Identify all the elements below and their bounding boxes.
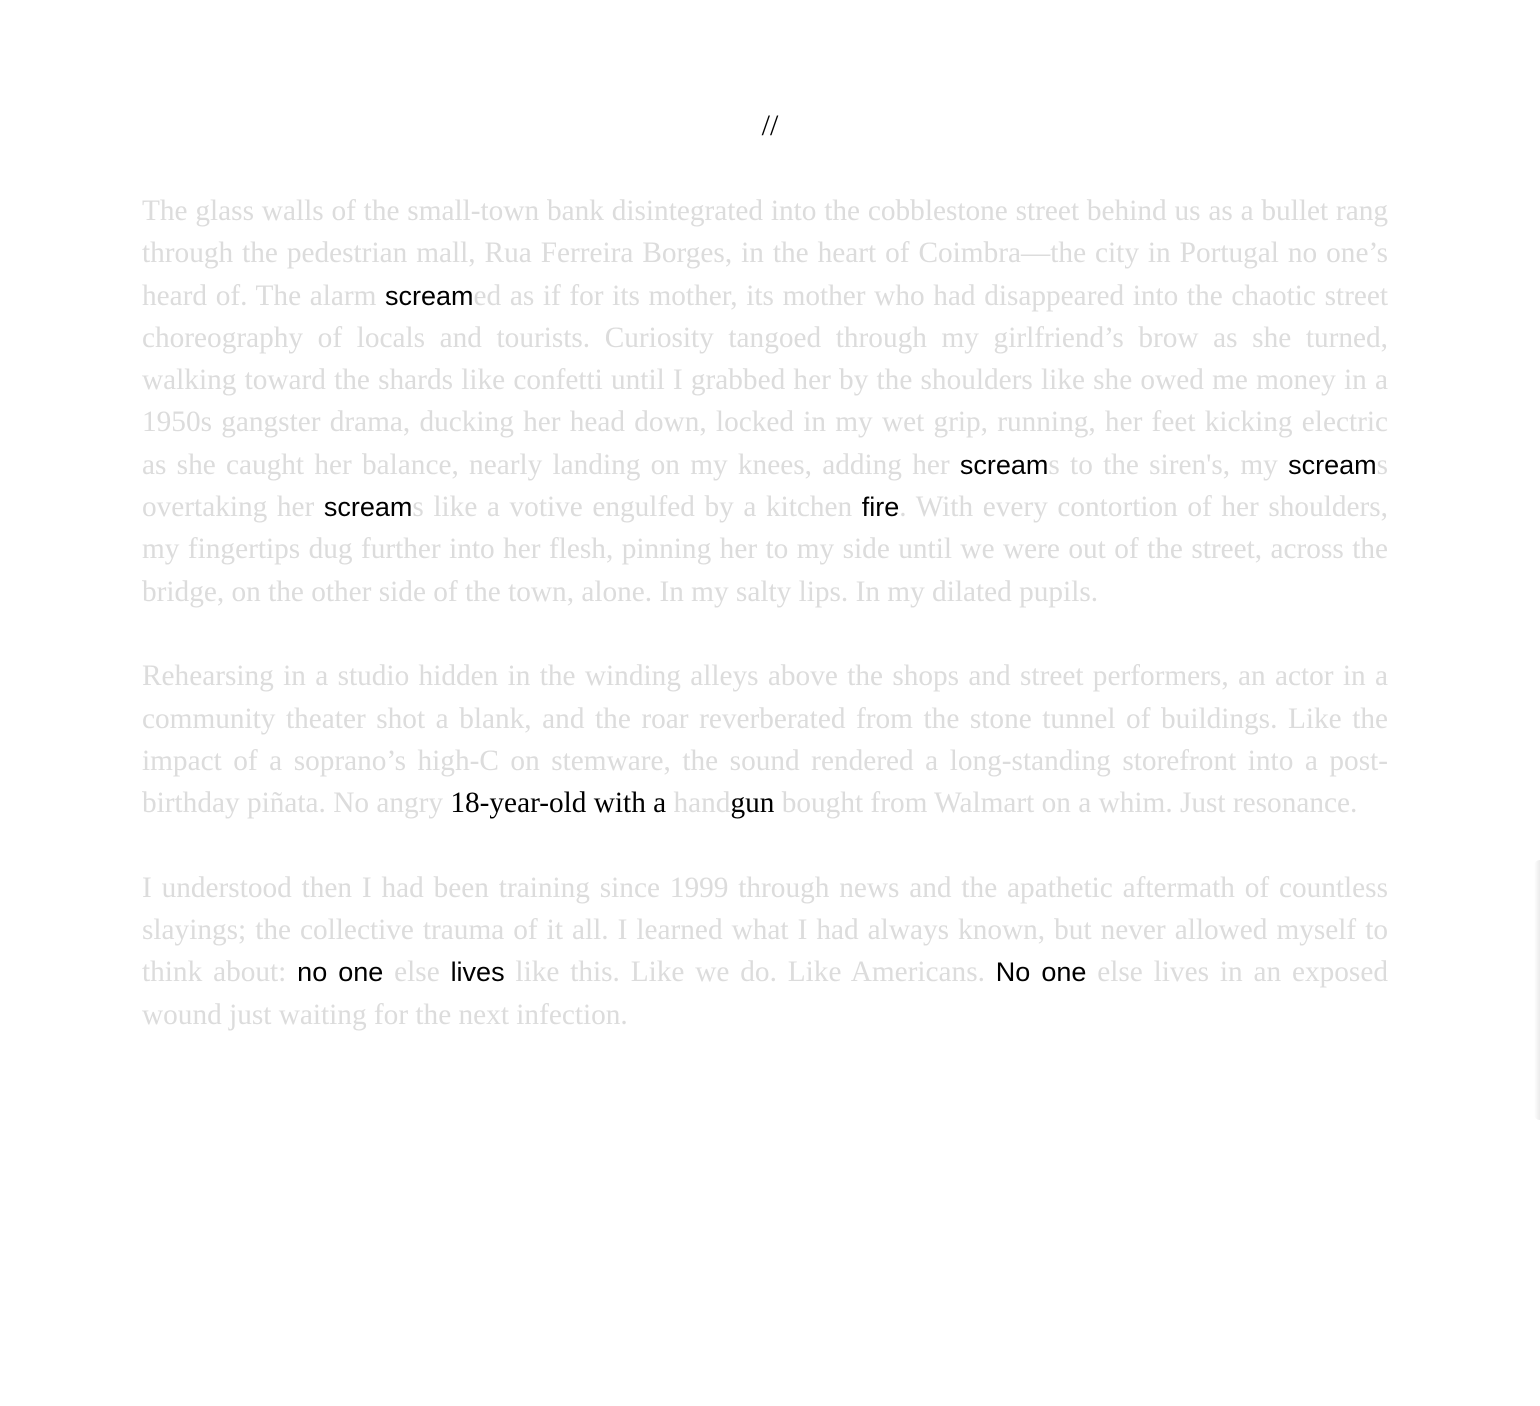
- essay-body: [142, 190, 1388, 1078]
- essay-paragraph: [142, 867, 1388, 1036]
- faded-text: else: [383, 956, 451, 989]
- highlighted-word: scream: [959, 449, 1049, 480]
- faded-text: Rehearsing in a studio hidden in the winding alleys above the shops and street performers, an actor in a community theater shot a blank, and the roar reverberated from the stone tunnel of buildings. Like the impact of a soprano’s high-C on stemware, the sound rendered a long-standing storefront into a post-birthday piñata. No angry: [142, 660, 1388, 820]
- faded-text: ed as if for its mother, its mother who had disappeared into the chaotic street choreography of locals and tourists. Curiosity tangoed through my girlfriend’s brow as she turned, walking toward the shards like confetti until I grabbed her by the shoulders like she owed me money in a 1950s gangster drama, ducking her head down, locked in my wet grip, running, her feet kicking electric as she caught her balance, nearly landing on my knees, adding her: [142, 279, 1389, 481]
- highlighted-word: scream: [385, 280, 474, 311]
- essay-paragraph: [142, 190, 1388, 613]
- highlighted-word: no one: [297, 957, 384, 988]
- faded-text: else lives in an exposed wound just waiting for the next infection.: [142, 956, 1388, 1031]
- page-edge-shadow: [1534, 860, 1540, 1120]
- highlighted-word: scream: [1288, 449, 1377, 480]
- faded-text: hand: [666, 787, 731, 820]
- highlighted-word: 18-year-old with a: [450, 787, 667, 820]
- faded-text: The glass walls of the small-town bank disintegrated into the cobblestone street behind us as a bullet rang through the pedestrian mall, Rua Ferreira Borges, in the heart of Coimbra—the city in Portugal no one’s heard of. The alarm: [142, 195, 1388, 312]
- faded-text: . With every contortion of her shoulders, my fingertips dug further into her flesh, pinning her to my side until we were out of the street, across the bridge, on the other side of the town, alone. In my salty lips. In my dilated pupils.: [142, 491, 1388, 608]
- faded-text: I understood then I had been training since 1999 through news and the apathetic aftermath of countless slayings; the collective trauma of it all. I learned what I had always known, but never allowed myself to think about:: [142, 871, 1388, 989]
- faded-text: s like a votive engulfed by a kitchen: [412, 491, 862, 524]
- highlighted-word: lives: [450, 957, 505, 988]
- highlighted-word: gun: [730, 787, 775, 820]
- highlighted-word: scream: [323, 492, 413, 523]
- faded-text: like this. Like we do. Like Americans.: [504, 956, 996, 989]
- faded-text: s to the siren's, my: [1048, 448, 1289, 481]
- faded-text: bought from Walmart on a whim. Just resonance.: [774, 787, 1358, 820]
- highlighted-word: fire: [861, 492, 900, 523]
- essay-paragraph: [142, 655, 1388, 824]
- section-divider: //: [761, 109, 779, 142]
- faded-text: s overtaking her: [142, 448, 1388, 524]
- highlighted-word: No one: [995, 957, 1087, 988]
